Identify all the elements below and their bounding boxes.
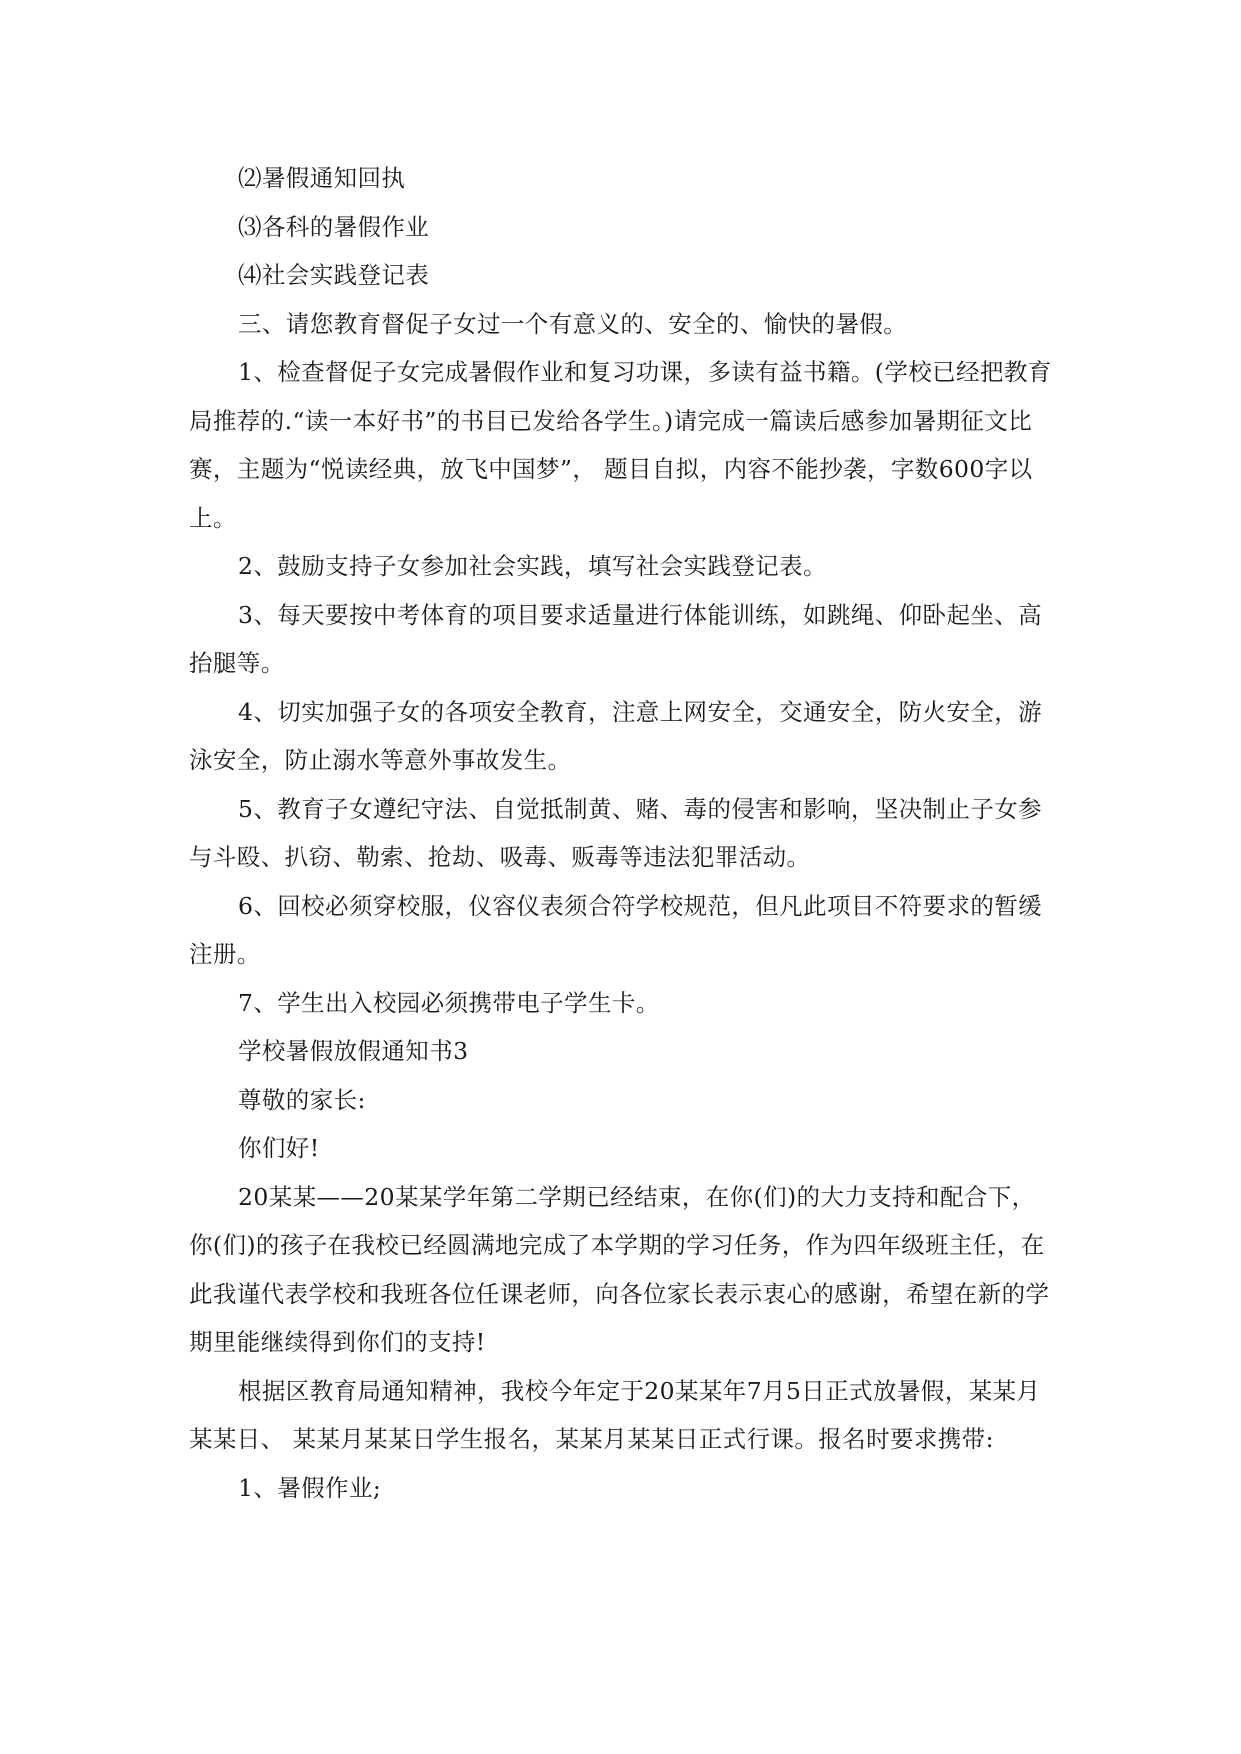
paragraph-item-2: 2、鼓励支持子女参加社会实践，填写社会实践登记表。 [238, 552, 827, 580]
notice-title: 学校暑假放假通知书3 [238, 1037, 469, 1065]
list-item-receipt: ⑵暑假通知回执 [238, 164, 406, 192]
paragraph-item-1: 1、检查督促子女完成暑假作业和复习功课，多读有益书籍。(学校已经把教育局推荐的.“读一本好书”的书目已发给各学生。)请完成一篇读后感参加暑期征文比赛，主题为“悦读经典，放飞中国梦”， 题目自拟，内容不能抄袭，字数600字以上。 [189, 358, 1052, 532]
greeting: 你们好! [238, 1134, 320, 1162]
paragraph-thanks: 20某某——20某某学年第二学期已经结束，在你(们)的大力支持和配合下，你(们)的孩子在我校已经圆满地完成了本学期的学习任务，作为四年级班主任，在此我谨代表学校和我班各位任课老师，向各位家长表示衷心的感谢，希望在新的学期里能继续得到你们的支持! [189, 1182, 1050, 1356]
paragraph-item-4: 4、切实加强子女的各项安全教育，注意上网安全，交通安全，防火安全，游泳安全，防止溺水等意外事故发生。 [189, 697, 1043, 774]
list-item-summer-homework: 1、暑假作业; [238, 1473, 382, 1502]
paragraph-item-3: 3、每天要按中考体育的项目要求适量进行体能训练，如跳绳、仰卧起坐、高抬腿等。 [189, 600, 1043, 677]
list-item-practice-form: ⑷社会实践登记表 [238, 261, 430, 289]
paragraph-item-7: 7、学生出入校园必须携带电子学生卡。 [238, 988, 660, 1017]
paragraph-item-5: 5、教育子女遵纪守法、自觉抵制黄、赌、毒的侵害和影响，坚决制止子女参与斗殴、扒窃、勒索、抢劫、吸毒、贩毒等违法犯罪活动。 [189, 794, 1043, 871]
salutation: 尊敬的家长: [238, 1085, 366, 1114]
section-heading-three: 三、请您教育督促子女过一个有意义的、安全的、愉快的暑假。 [238, 309, 908, 338]
list-item-homework: ⑶各科的暑假作业 [238, 212, 430, 241]
document-body [189, 154, 1059, 1512]
paragraph-item-6: 6、回校必须穿校服，仪容仪表须合符学校规范，但凡此项目不符要求的暂缓注册。 [189, 891, 1043, 968]
paragraph-schedule: 根据区教育局通知精神，我校今年定于20某某年7月5日正式放暑假，某某月某某日、 某某月某某日学生报名，某某月某某日正式行课。报名时要求携带: [189, 1376, 1041, 1453]
